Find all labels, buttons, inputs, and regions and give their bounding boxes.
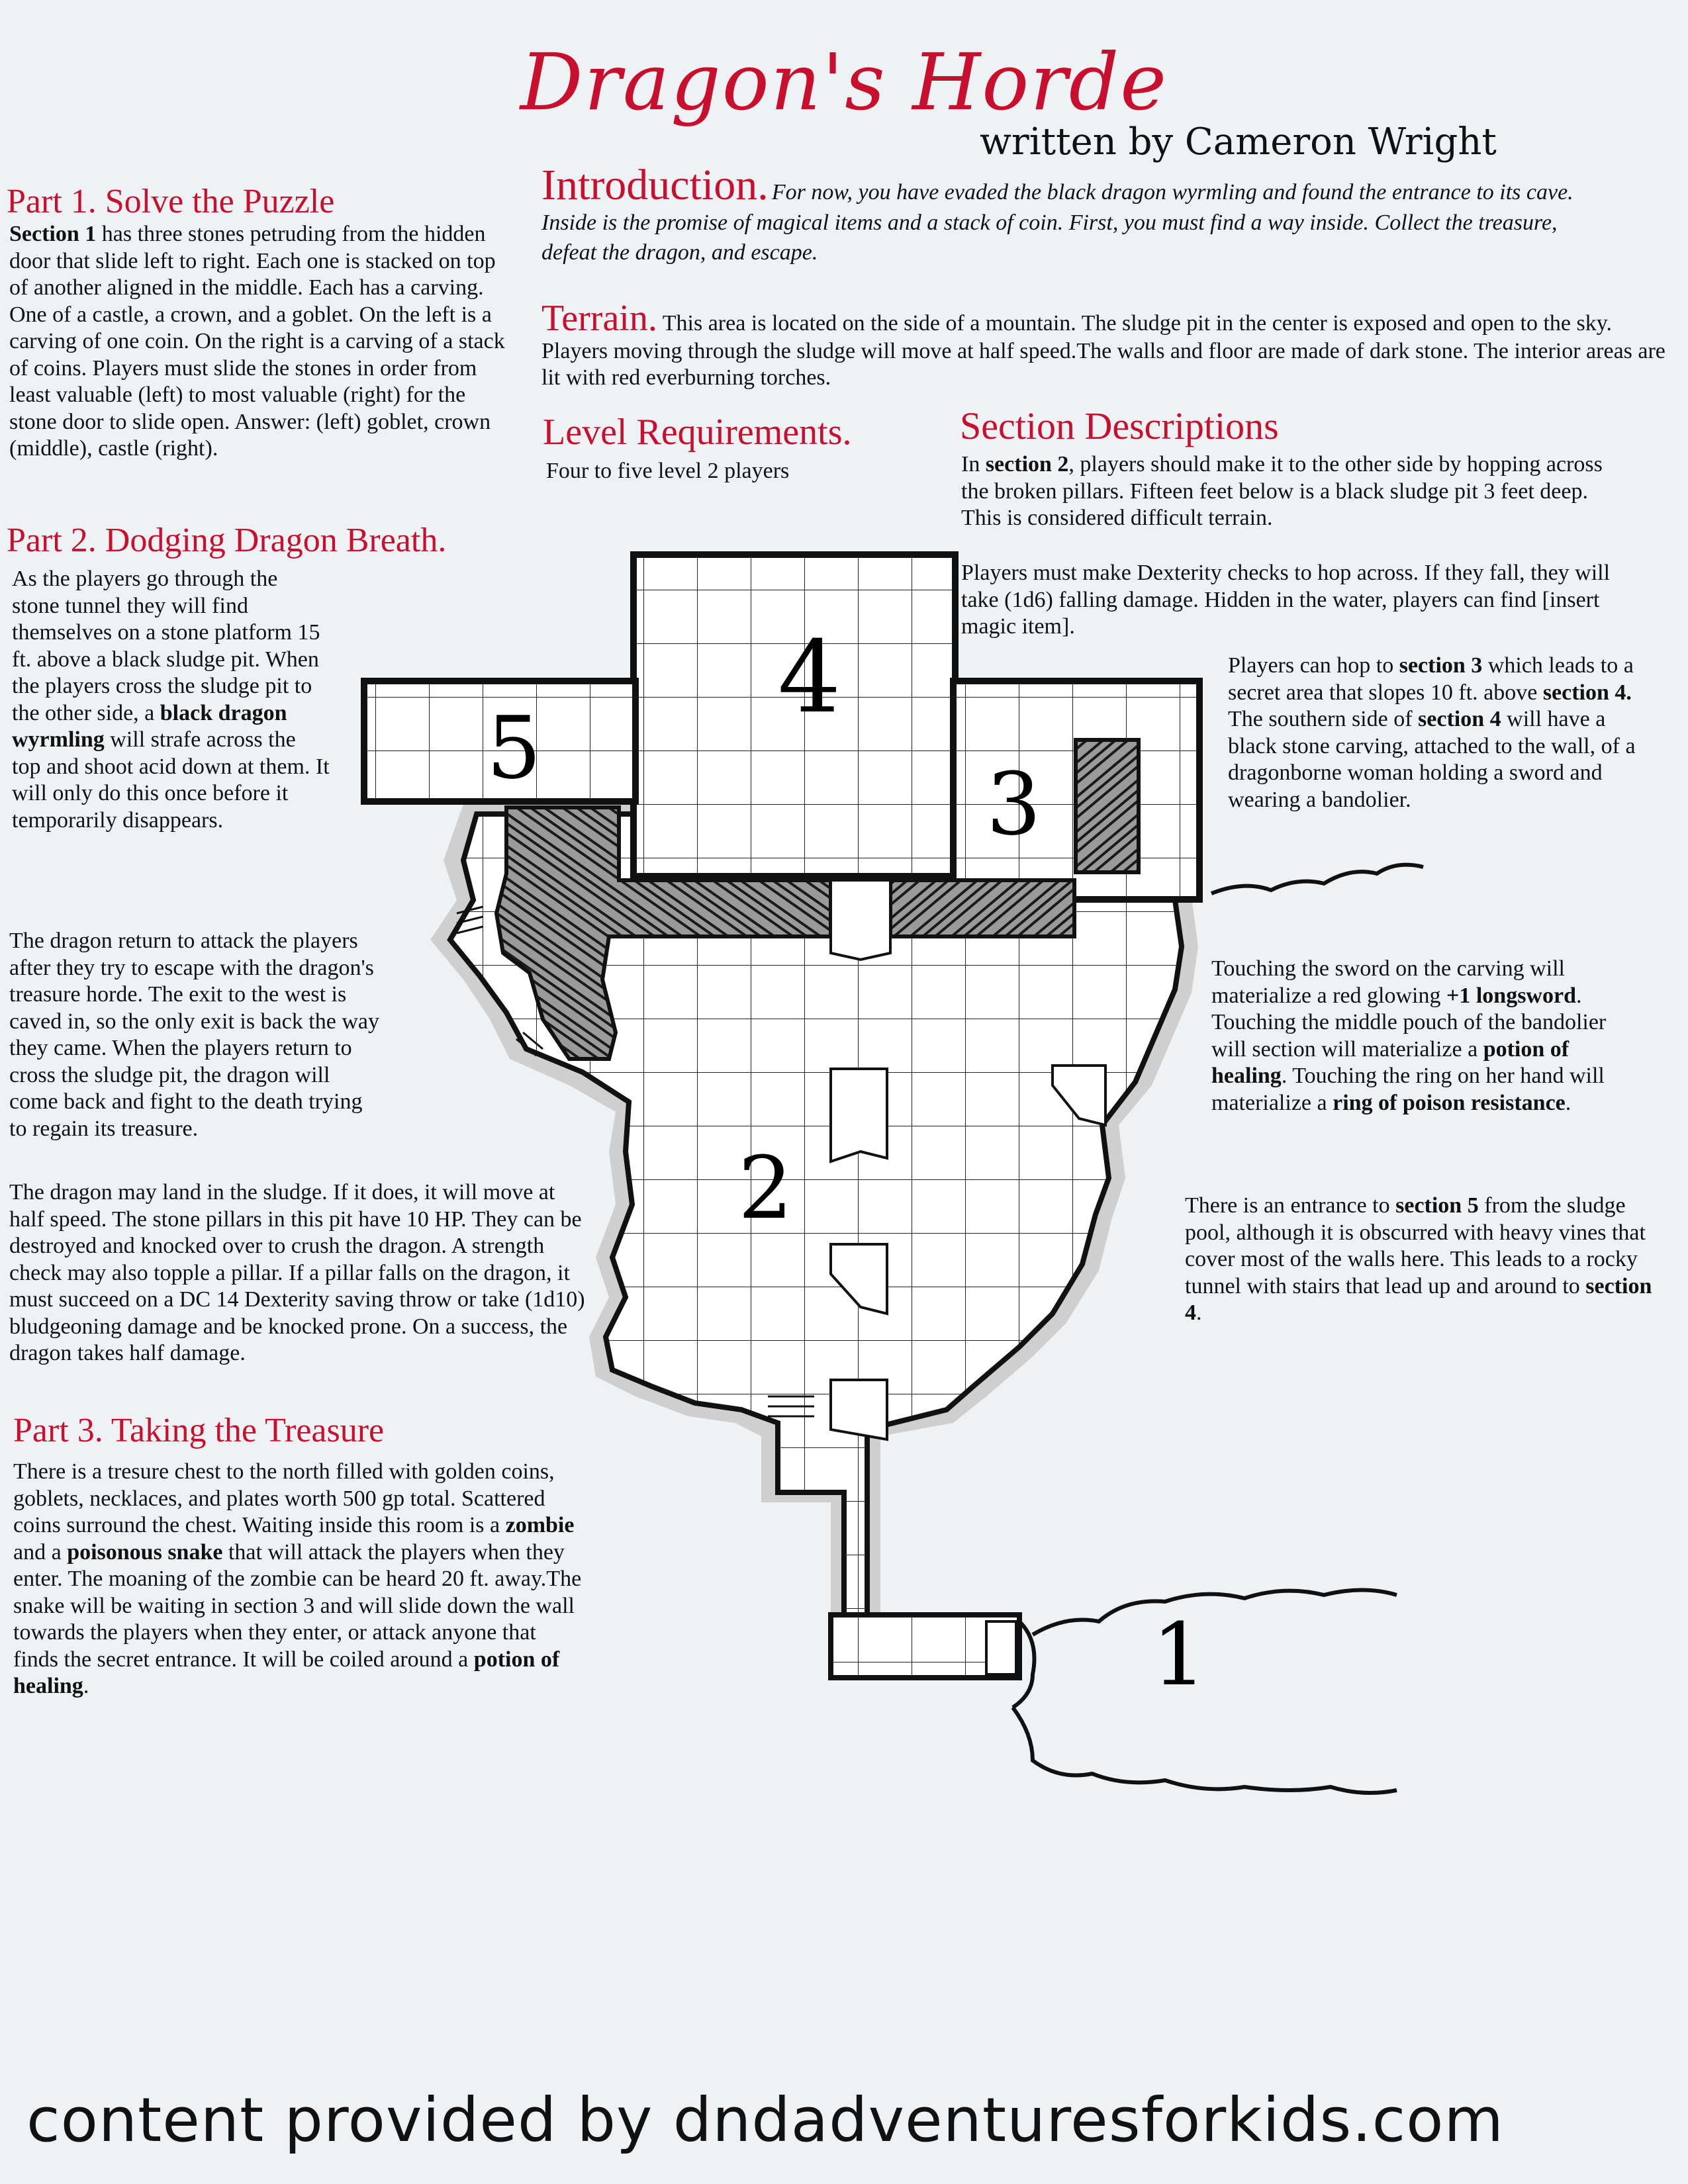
s3c: which leads to a secret area that slopes 10 ft. above [1228,653,1634,705]
swb: +1 longsword [1446,983,1576,1008]
cliff-line-entrance-bottom [1013,1707,1397,1793]
s3d: section 4. [1542,680,1632,705]
swe: . Touching the ring on her hand will materialize a [1211,1064,1605,1115]
s5d: section 4 [1185,1273,1652,1325]
part3-g: . [83,1674,89,1698]
part3-b: zombie [505,1513,575,1537]
entrance-door [986,1621,1016,1674]
part2-p1c: will strafe across the top and shoot acid down at them. It will only do this once before it temporarily disappears. [12,727,330,833]
map-label-5: 5 [487,698,541,798]
part3-a: There is a tresure chest to the north filled with golden coins, goblets, necklaces, and plates worth 500 gp total. Scattered coins surround the chest. Waiting inside this room is a [13,1459,555,1537]
pillar-5 [831,1380,887,1439]
part3-d: poisonous snake [67,1539,223,1565]
swc: . Touching the middle pouch of the bandolier will section will materialize a [1211,983,1607,1062]
page-title: Dragon's Horde [520,36,1168,128]
map-label-3: 3 [986,754,1041,854]
level-heading: Level Requirements. [543,412,852,453]
swd: potion of healing [1211,1036,1570,1088]
s5e: . [1196,1300,1202,1325]
part3-e: that will attack the players when they enter. The moaning of the zombie can be heard 20 ft. away.The snake will be waiting in section 3 and will slide down the wall towards the players when they enter, or attack anyone that finds the secret entrance. It will be coiled around a [13,1539,582,1672]
intro-text: For now, you have evaded the black dragon wyrmling and found the entrance to its cave. Inside is the promise of magical items and a stack of coin. First, you must find a way inside. Collect the treasure, defeat the dragon, and escape. [541,180,1573,265]
part2-heading: Part 2. Dodging Dragon Breath. [7,522,447,559]
byline: written by Cameron Wright [980,120,1497,163]
swg: . [1565,1090,1571,1115]
part2-para3: The dragon may land in the sludge. If it does, it will move at half speed. The stone pillars in this pit have 10 HP. They can be destroyed and knocked over to crush the dragon. A strength check may also topple a pillar. If a pillar falls on the dragon, it must succeed on a DC 14 Dexterity saving throw or take (1d10) bludgeoning damage and be knocked prone. On a success, the dragon takes half damage. [9,1180,585,1365]
sections-heading: Section Descriptions [960,404,1279,447]
pillar-2 [831,1069,887,1161]
intro-heading: Introduction. [541,161,769,209]
swf: ring of poison resistance [1333,1090,1566,1115]
terrain-heading: Terrain. [541,298,657,339]
part1-lead: Section 1 [9,222,97,246]
map-label-1: 1 [1152,1604,1207,1705]
level-text: Four to five level 2 players [546,459,790,483]
s3a: Players can hop to [1228,653,1394,678]
part3-f: potion of healing [13,1647,560,1698]
s5b: section 5 [1395,1193,1479,1218]
part1-body: has three stones petruding from the hidden door that slide left to right. Each one is stacked on top of another aligned in the middle. Each has a carving. One of a castle, a crown, and a goblet. On the left is a carving of one coin. On the right is a carving of a stack of coins. Players must slide the stones in order from least valuable (left) to most valuable (right) for the stone door to slide open. Answer: (left) goblet, crown (middle), castle (right). [9,222,505,461]
s5a: There is an entrance to [1185,1193,1390,1218]
s2c: , players should make it to the other side by hopping across the broken pillars. Fifteen feet below is a black sludge pit 3 feet deep. This is considered difficult terrain. [961,452,1603,530]
part2-para2: The dragon return to attack the players after they try to escape with the dragon's treasure horde. The exit to the west is caved in, so the only exit is back the way they came. When the players return to cross the sludge pit, the dragon will come back and fight to the death trying to regain its treasure. [9,929,379,1141]
swa: Touching the sword on the carving will materialize a red glowing [1211,956,1565,1008]
part2-p1b: black dragon wyrmling [12,700,287,752]
cliff-line-east [1211,865,1423,893]
s3g: will have a black stone carving, attached to the wall, of a dragonborne woman holding a sword and wearing a bandolier. [1228,707,1636,812]
sludge-pit-north [1076,740,1139,872]
map-label-4: 4 [778,620,841,735]
s3e: The southern side of [1228,707,1413,731]
terrain-text: This area is located on the side of a mountain. The sludge pit in the center is exposed and open to the sky. Players moving through the sludge will move at half speed.The walls and floor are made of dark stone. The interior areas are lit with red everburning torches. [541,311,1665,390]
footer-credit: content provided by dndadventuresforkids.com [26,2085,1505,2156]
s2a: In [961,452,980,477]
sludge-pit-east [890,880,1074,936]
cliff-line-entrance-top [1033,1590,1397,1635]
section2-checks: Players must make Dexterity checks to hop across. If they fall, they will take (1d6) falling damage. Hidden in the water, players can find [insert magic item]. [961,561,1611,639]
part2-p1a: As the players go through the stone tunnel they will find themselves on a stone platform 15 ft. above a black sludge pit. When the players cross the sludge pit to the other side, a [12,567,320,725]
s3f: section 4 [1418,707,1501,731]
s5c: from the sludge pool, although it is obscurred with heavy vines that cover most of the walls here. This leads to a rocky tunnel with stairs that lead up and around to [1185,1193,1646,1298]
part3-c: and a [13,1539,62,1565]
part3-heading: Part 3. Taking the Treasure [13,1412,385,1449]
map-label-2: 2 [738,1138,793,1238]
pillar-1 [831,880,890,960]
part1-heading: Part 1. Solve the Puzzle [7,183,335,220]
s3b: section 3 [1399,653,1483,678]
s2b: section 2 [985,452,1069,477]
